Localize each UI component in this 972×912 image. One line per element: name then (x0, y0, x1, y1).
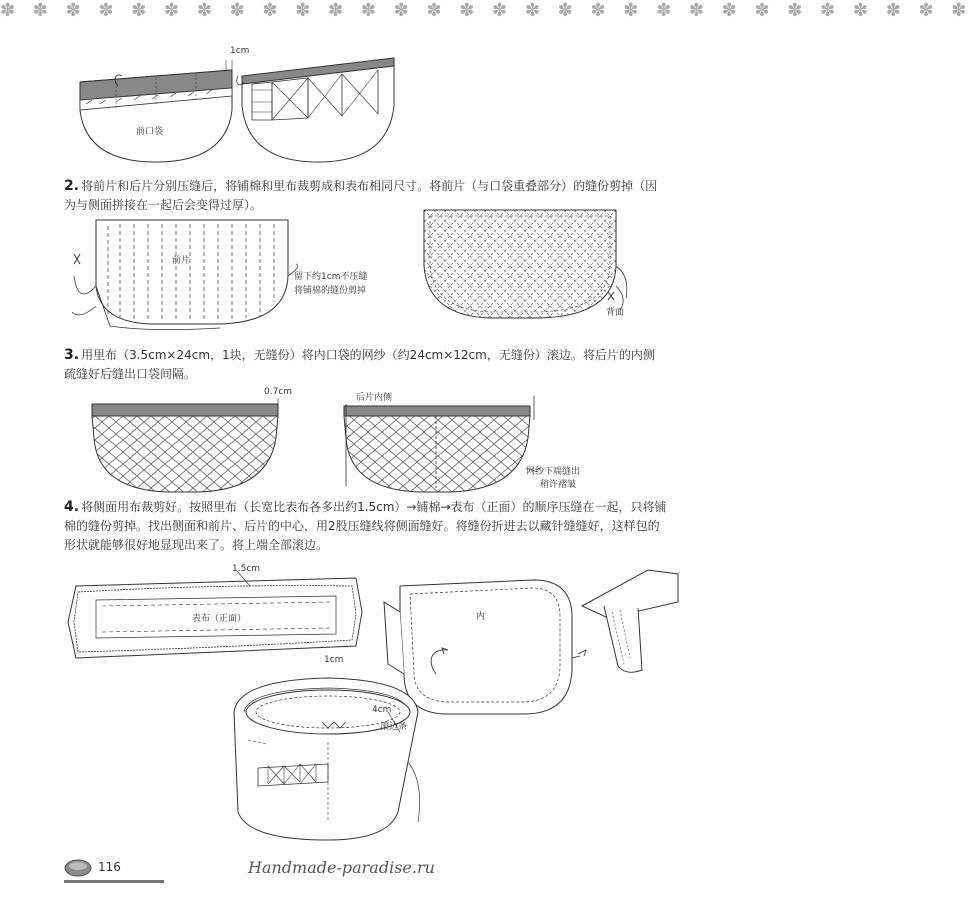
label-mesh-gather-2: 稍许褶皱 (540, 480, 577, 490)
label-4cm: 4cm (372, 705, 392, 715)
step3-diagram-left (88, 398, 284, 494)
step2-diagram-right (420, 206, 630, 322)
label-1cm-step4: 1cm (324, 655, 344, 665)
border-flower-pattern: ✽ ✽ ✽ ✽ ✽ ✽ ✽ ✽ ✽ ✽ ✽ ✽ ✽ ✽ ✽ ✽ ✽ ✽ ✽ ✽ ✽ ✽ ✽ ✽ ✽ ✽ ✽ ✽ ✽ ✽ (0, 0, 972, 21)
step4-diagram-bag-assembled (228, 672, 428, 844)
page-number: 116 (98, 860, 121, 874)
step2-instruction: 将前片和后片分别压缝后，将铺棉和里布裁剪成和表布相同尺寸。将前片（与口袋重叠部分）的缝份剪掉（因为与侧面拼接在一起后会变得过厚）。 (64, 179, 658, 212)
step1-diagram-left (76, 52, 236, 164)
label-outer-fabric-right: 表布（正面） (192, 614, 247, 624)
label-binding-strip: 滚边条 (380, 722, 408, 732)
step3-instruction: 用里布（3.5cm×24cm，1块，无缝份）将内口袋的网纱（约24cm×12cm，无缝份）滚边。将后片的内侧疏缝好后缝出口袋间隔。 (64, 348, 655, 381)
step4-diagram-side-detail (578, 566, 678, 676)
label-front-pocket: 前口袋 (136, 127, 164, 137)
step1-diagram-right (238, 56, 398, 168)
label-mesh-gather-1: 网纱下端缝出 (526, 467, 581, 477)
decorative-border (0, 0, 972, 26)
label-trim-batting: 将铺棉的缝份剪掉 (294, 286, 367, 296)
label-inside: 内 (476, 612, 486, 622)
button-ornament-icon (64, 859, 92, 877)
step4-number: 4. (64, 499, 80, 515)
label-front-piece: 前片 (172, 256, 191, 266)
step3-diagram-right (340, 396, 536, 492)
footer-rule (64, 880, 164, 883)
label-07cm: 0.7cm (264, 387, 293, 397)
label-back-side: 背面 (606, 308, 625, 318)
step3-text (64, 346, 664, 384)
label-back-inner: 后片内侧 (356, 393, 393, 403)
step4-instruction: 将侧面用布裁剪好。按照里布（长宽比表布各多出约1.5cm）→铺棉→表布（正面）的顺序压缝在一起，只将铺棉的缝份剪掉。找出侧面和前片、后片的中心，用2股压缝线将侧面缝好。将缝份折进去以藏针缝缝好，这样包的形状就能够很好地显现出来了。将上端全部滚边。 (64, 500, 667, 552)
label-15cm: 1.5cm (232, 564, 261, 574)
step3-number: 3. (64, 347, 80, 363)
watermark-site: Handmade-paradise.ru (248, 858, 435, 877)
step2-number: 2. (64, 178, 80, 194)
step2-diagram-left (70, 216, 300, 332)
step4-text (64, 498, 668, 555)
label-1cm-step1: 1cm (230, 46, 250, 56)
label-leave-1cm: 留下约1cm不压缝 (294, 272, 368, 282)
